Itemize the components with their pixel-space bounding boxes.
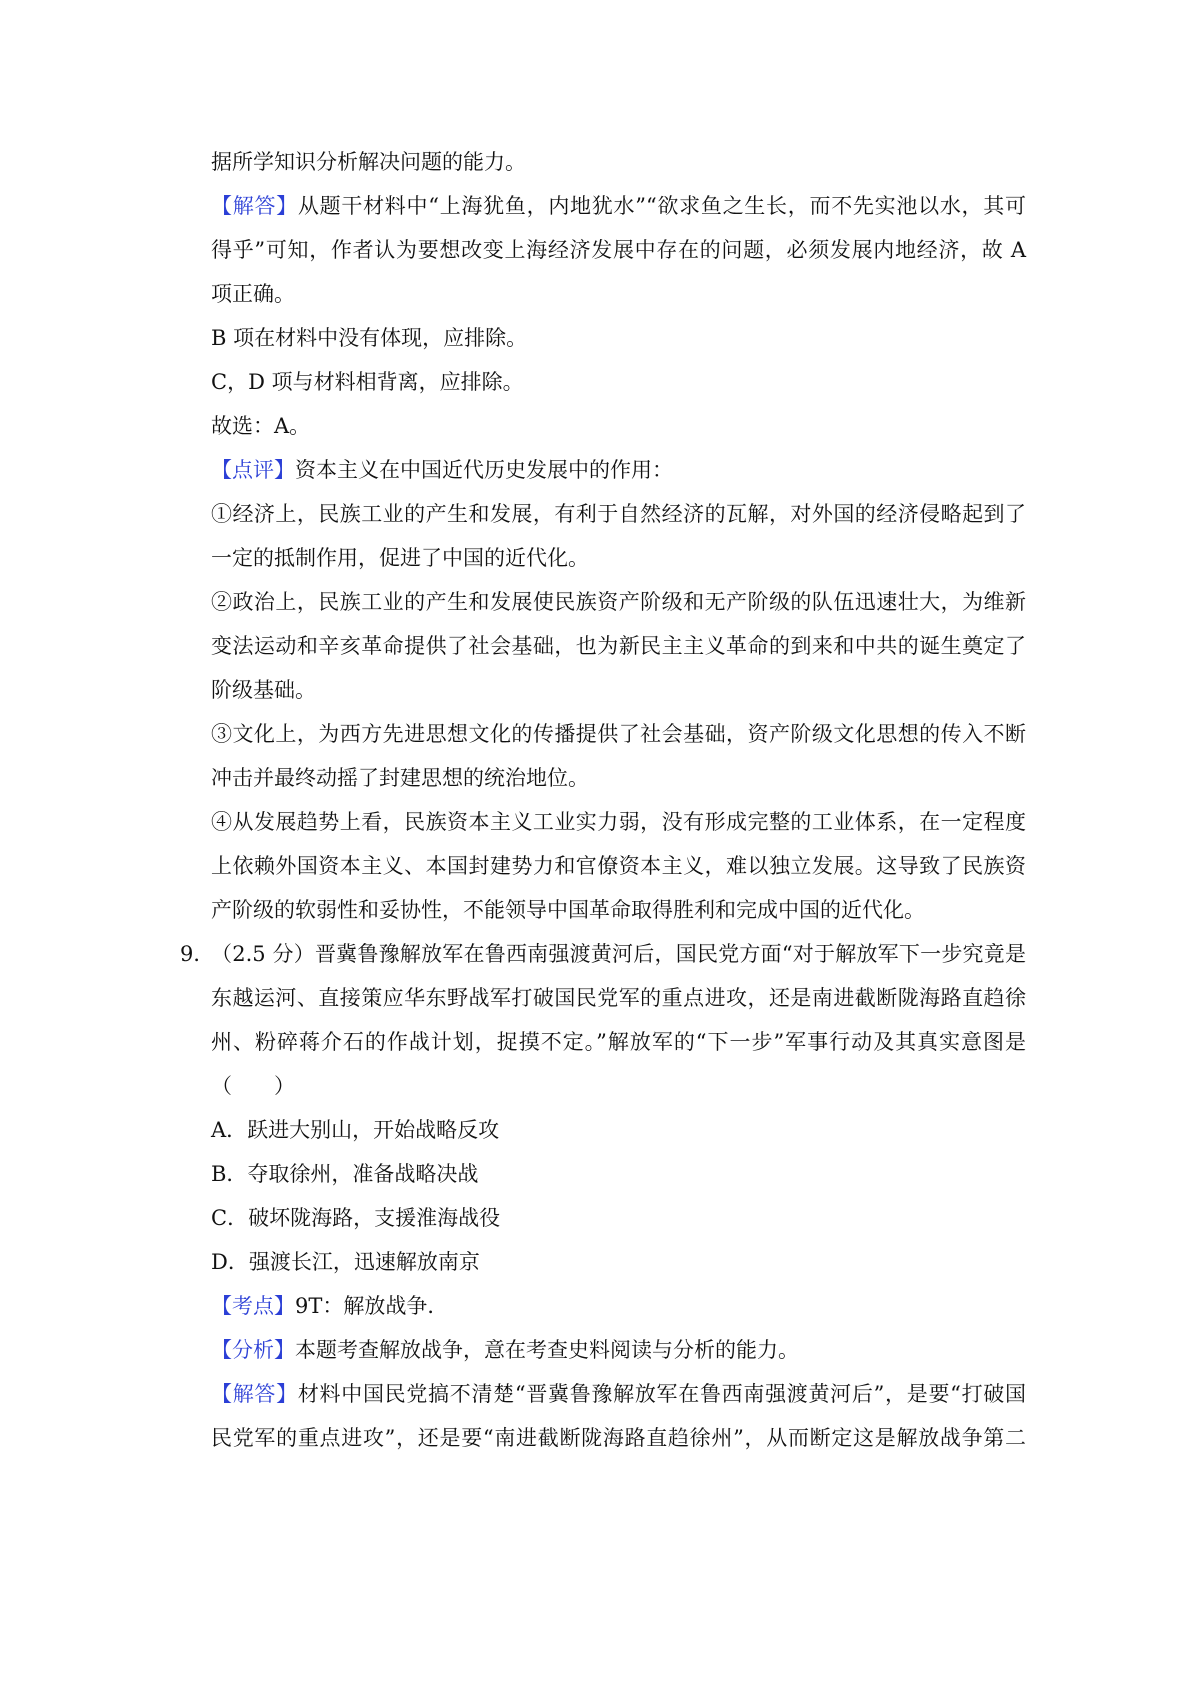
option-b: B．夺取徐州，准备战略决战 (211, 1162, 479, 1186)
kaodian-line: 【考点】9T：解放战争． (211, 1294, 449, 1318)
point-3-line-2: 冲击并最终动摇了封建思想的统治地位。 (211, 766, 589, 790)
fenxi-tag: 【分析】 (211, 1338, 295, 1362)
jieda-line-3: 项正确。 (211, 282, 295, 306)
point-4-line-2: 上依赖外国资本主义、本国封建势力和官僚资本主义，难以独立发展。这导致了民族资 (211, 854, 1026, 878)
point-1-line-2: 一定的抵制作用，促进了中国的近代化。 (211, 546, 589, 570)
option-a: A．跃进大别山，开始战略反攻 (211, 1118, 500, 1142)
question-number: 9． (180, 942, 215, 966)
question-stem-line-3: 州、粉碎蒋介石的作战计划，捉摸不定。”解放军的“下一步”军事行动及其真实意图是 (211, 1030, 1026, 1054)
q9-jieda-line-1: 【解答】材料中国民党搞不清楚“晋冀鲁豫解放军在鲁西南强渡黄河后”，是要“打破国 (211, 1382, 1026, 1406)
fenxi-line: 【分析】本题考查解放战争，意在考查史料阅读与分析的能力。 (211, 1338, 799, 1362)
point-2-line-2: 变法运动和辛亥革命提供了社会基础，也为新民主主义革命的到来和中共的诞生奠定了 (211, 634, 1026, 658)
point-3-line-1: ③文化上，为西方先进思想文化的传播提供了社会基础，资产阶级文化思想的传入不断 (211, 722, 1026, 746)
point-2-line-1: ②政治上，民族工业的产生和发展使民族资产阶级和无产阶级的队伍迅速壮大，为维新 (211, 590, 1026, 614)
q9-jieda-line-2: 民党军的重点进攻”，还是要“南进截断陇海路直趋徐州”，从而断定这是解放战争第二 (211, 1426, 1026, 1450)
kaodian-tag: 【考点】 (211, 1294, 295, 1318)
question-stem-blank: （ ） (211, 1074, 295, 1098)
point-4-line-1: ④从发展趋势上看，民族资本主义工业实力弱，没有形成完整的工业体系，在一定程度 (211, 810, 1026, 834)
q9-jieda-tag: 【解答】 (211, 1382, 298, 1406)
point-1-line-1: ①经济上，民族工业的产生和发展，有利于自然经济的瓦解，对外国的经济侵略起到了 (211, 502, 1026, 526)
option-cd-note: C，D 项与材料相背离，应排除。 (211, 370, 524, 394)
jieda-line-1: 【解答】从题干材料中“上海犹鱼，内地犹水”“欲求鱼之生长，而不先实池以水，其可 (211, 194, 1026, 218)
dianping-tag: 【点评】 (211, 458, 295, 482)
option-b-note: B 项在材料中没有体现，应排除。 (211, 326, 528, 350)
intro-line: 据所学知识分析解决问题的能力。 (211, 150, 526, 174)
point-2-line-3: 阶级基础。 (211, 678, 316, 702)
dianping-line: 【点评】资本主义在中国近代历史发展中的作用： (211, 458, 673, 482)
question-stem-line-1: （2.5 分）晋冀鲁豫解放军在鲁西南强渡黄河后，国民党方面“对于解放军下一步究竟是 (211, 942, 1026, 966)
jieda-line-2: 得乎”可知，作者认为要想改变上海经济发展中存在的问题，必须发展内地经济，故 A (211, 238, 1026, 262)
answer-line: 故选：A。 (211, 414, 311, 438)
option-d: D．强渡长江，迅速解放南京 (211, 1250, 480, 1274)
point-4-line-3: 产阶级的软弱性和妥协性，不能领导中国革命取得胜利和完成中国的近代化。 (211, 898, 925, 922)
option-c: C．破坏陇海路，支援淮海战役 (211, 1206, 501, 1230)
question-stem-line-2: 东越运河、直接策应华东野战军打破国民党军的重点进攻，还是南进截断陇海路直趋徐 (211, 986, 1026, 1010)
jieda-tag: 【解答】 (211, 194, 298, 218)
